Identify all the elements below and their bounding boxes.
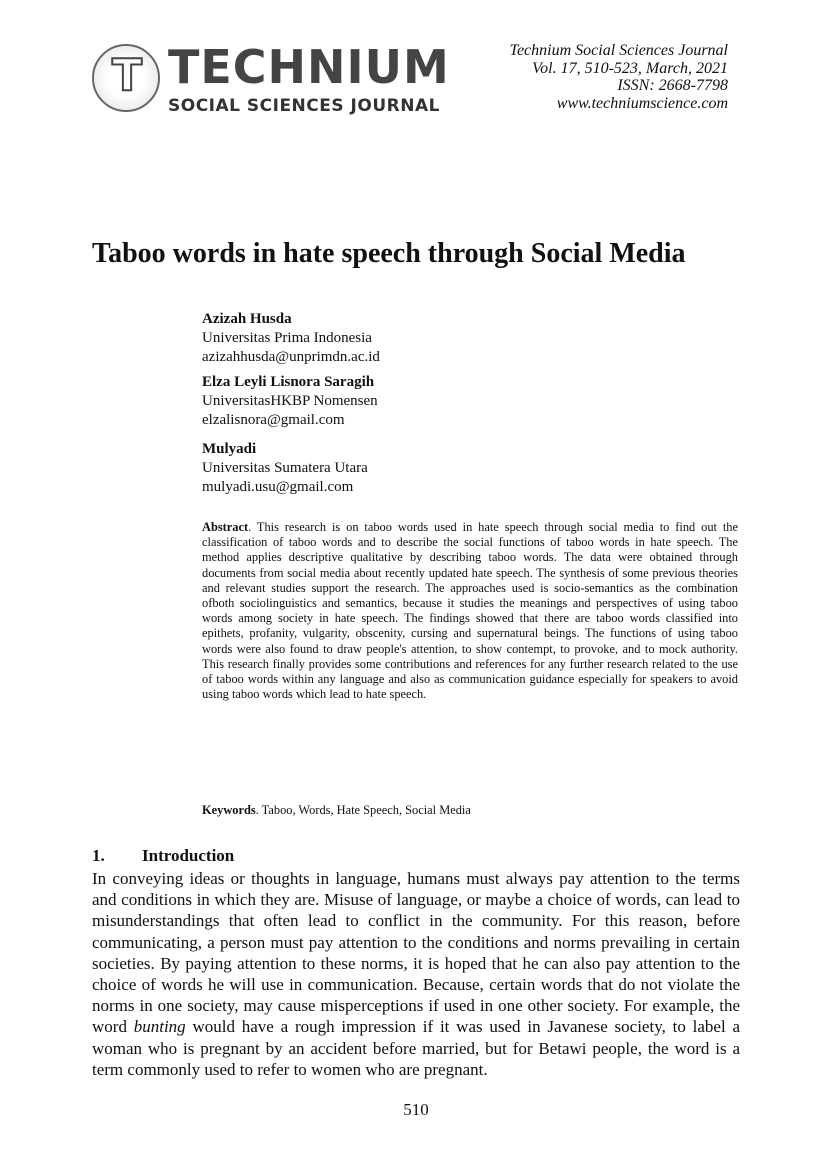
author-list <box>202 310 380 503</box>
author-affiliation: UniversitasHKBP Nomensen <box>202 393 378 409</box>
keywords <box>202 803 471 818</box>
author-email: mulyadi.usu@gmail.com <box>202 479 354 495</box>
journal-name: Technium Social Sciences Journal <box>509 42 728 59</box>
journal-volume: Vol. 17, 510-523, March, 2021 <box>532 59 728 77</box>
section-title: Introduction <box>142 846 235 865</box>
author-email: elzalisnora@gmail.com <box>202 412 345 428</box>
abstract <box>202 520 738 702</box>
journal-logo <box>92 40 450 122</box>
author-block <box>202 440 380 497</box>
abstract-label: Abstract <box>202 520 249 534</box>
paragraph-text: In conveying ideas or thoughts in language, humans must always pay attention to the terms and conditions in which they are. Misuse of language, or maybe a choice of words, can lead to misunderstandings that often lead to conflict in the community. For this reason, before communicating, a person must pay attention to the conditions and norms prevailing in certain societies. By paying attention to these norms, it is hoped that he can also pay attention to the choice of words he will use in communication. Because, certain words that do not violate the norms in one society, may cause misperceptions if used in one other society. For example, the word <box>92 869 740 1037</box>
section-paragraph <box>92 868 740 1080</box>
author-affiliation: Universitas Prima Indonesia <box>202 330 372 346</box>
keywords-text: . Taboo, Words, Hate Speech, Social Media <box>255 803 471 817</box>
author-name: Mulyadi <box>202 441 257 457</box>
logo-letter: T <box>112 50 143 101</box>
section-heading <box>92 846 740 866</box>
logo-wordmark: TECHNIUM <box>168 40 450 94</box>
introduction-section <box>92 846 740 1080</box>
abstract-text: . This research is on taboo words used in hate speech through social media to find out the classification of taboo words and to describe the social functions of taboo words in hate speech. The method applies descriptive qualitative by describing taboo words. The data were obtained through documents from social media about recently updated hate speech. The synthesis of some previous theories and relevant studies support the research. The approaches used is socio-semantics as the combination ofboth sociolinguistics and semantics, because it studies the meanings and perspectives of using taboo words among society in hate speech. The findings showed that there are taboo words classified into epithets, profanity, vulgarity, obscenity, cursing and supernatural beings. The functions of using taboo words were also found to draw people's attention, to show contempt, to provoke, and to mock authority. This research finally provides some contributions and references for any further research related to the use of taboo words within any language and also as communication guidance especially for speakers to avoid using taboo words which lead to hate speech. <box>202 520 738 702</box>
journal-issn: ISSN: 2668-7798 <box>617 77 728 94</box>
author-block <box>202 373 380 430</box>
journal-info <box>510 42 728 112</box>
paragraph-text: would have a rough impression if it was used in Javanese society, to label a woman who is pregnant by an accident before married, but for Betawi people, the word is a term commonly used to refer to women who are pregnant. <box>92 1017 740 1079</box>
logo-subtitle: SOCIAL SCIENCES JOURNAL <box>168 96 440 116</box>
author-name: Elza Leyli Lisnora Saragih <box>202 374 375 390</box>
keywords-label: Keywords <box>202 803 256 817</box>
author-email: azizahhusda@unprimdn.ac.id <box>202 349 380 365</box>
author-affiliation: Universitas Sumatera Utara <box>202 460 368 476</box>
paper-title: Taboo words in hate speech through Social Media <box>92 238 686 269</box>
journal-website: www.techniumscience.com <box>556 94 728 112</box>
section-number: 1. <box>92 846 105 865</box>
italic-term: bunting <box>133 1017 186 1037</box>
page-number: 510 <box>403 1100 429 1119</box>
author-name: Azizah Husda <box>202 311 292 327</box>
logo-emblem-icon <box>92 44 160 112</box>
author-block <box>202 310 380 367</box>
